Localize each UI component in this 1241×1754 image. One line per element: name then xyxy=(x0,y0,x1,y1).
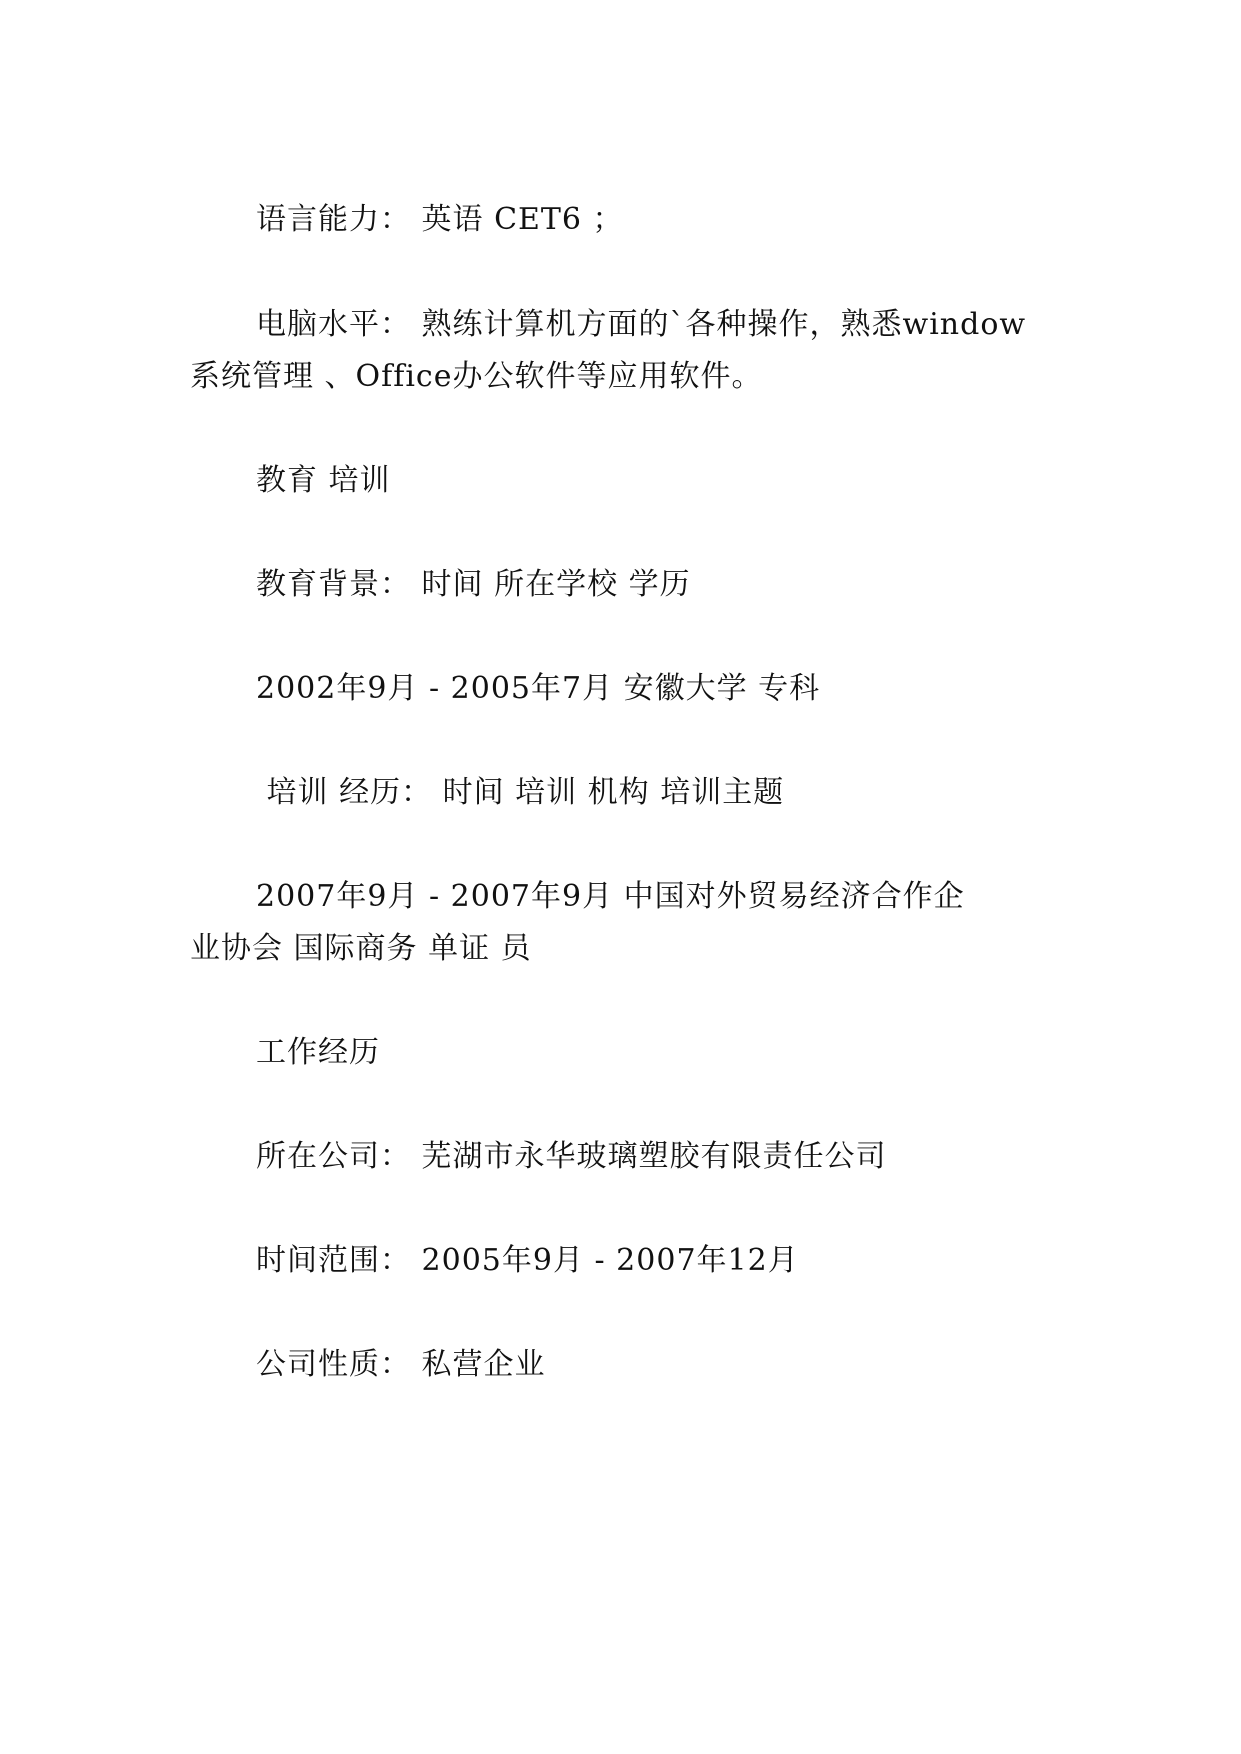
computer-skills-line-1: 电脑水平： 熟练计算机方面的`各种操作，熟悉window xyxy=(256,307,1027,342)
education-background-line: 教育背景： 时间 所在学校 学历 xyxy=(256,567,691,602)
work-experience-heading: 工作经历 xyxy=(256,1035,380,1070)
company-type-line: 公司性质： 私营企业 xyxy=(256,1347,546,1382)
company-line: 所在公司： 芜湖市永华玻璃塑胶有限责任公司 xyxy=(256,1139,887,1174)
computer-skills-line-2: 系统管理 、Office办公软件等应用软件。 xyxy=(190,359,763,394)
time-range-line: 时间范围： 2005年9月 - 2007年12月 xyxy=(256,1243,799,1278)
education-entry-line: 2002年9月 - 2005年7月 安徽大学 专科 xyxy=(256,671,821,706)
training-history-line: 培训 经历： 时间 培训 机构 培训主题 xyxy=(256,775,785,810)
language-ability-line: 语言能力： 英语 CET6 ； xyxy=(256,202,624,237)
education-training-heading: 教育 培训 xyxy=(256,463,391,498)
training-entry-line-1: 2007年9月 - 2007年9月 中国对外贸易经济合作企 xyxy=(256,879,965,914)
training-entry-line-2: 业协会 国际商务 单证 员 xyxy=(190,931,532,966)
